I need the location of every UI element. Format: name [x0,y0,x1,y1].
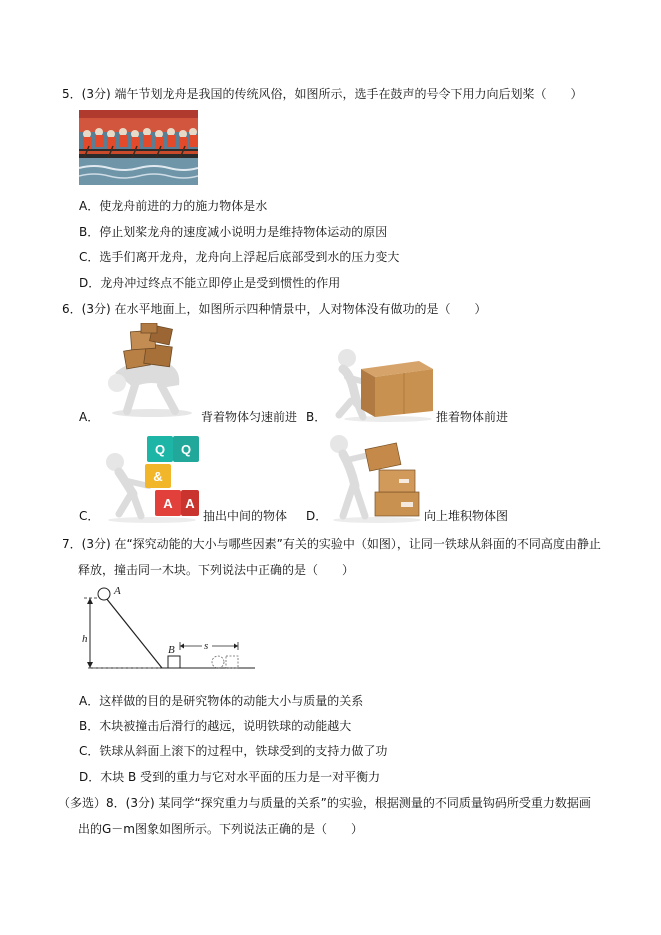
q7-option-b: B．木块被撞击后滑行的越远，说明铁球的动能越大 [79,719,352,733]
q8-stem-line-1: （多选）8．(3分) 某同学“探究重力与质量的关系”的实验，根据测量的不同质量钩码所受重力数据画 [58,796,591,810]
block-letter-a1: A [163,496,173,511]
label-block-b: B [168,644,175,656]
q7-stem-line-2: 释放，撞击同一木块。下列说法中正确的是（ ） [78,563,355,577]
label-height-h: h [82,633,88,645]
person-pulling-block-illustration [97,432,202,524]
q5-option-b: B．停止划桨龙舟的速度减小说明力是维持物体运动的原因 [79,225,388,239]
q6-option-c-letter: C． [79,509,100,523]
q6-option-b-letter: B． [306,410,327,424]
q5-option-c: C．选手们离开龙舟，龙舟向上浮起后底部受到水的压力变大 [79,250,400,264]
q7-stem-line-1: 7．(3分) 在“探究动能的大小与哪些因素”有关的实验中（如图），让同一铁球从斜面的不同高度由静止 [62,537,601,551]
q6-option-b-caption: 推着物体前进 [436,410,509,424]
block-letter-a2: A [185,496,195,511]
label-ball-a: A [114,586,121,597]
q6-option-a-caption: 背着物体匀速前进 [201,410,298,424]
q5-option-a: A．使龙舟前进的力的施力物体是水 [79,199,268,213]
q6-option-c-caption: 抽出中间的物体 [203,509,288,523]
q7-option-c: C．铁球从斜面上滚下的过程中，铁球受到的支持力做了功 [79,744,388,758]
person-carrying-boxes-illustration [97,323,200,418]
incline-experiment-diagram [80,586,255,676]
block-letter-q2: Q [180,442,192,457]
q6-stem: 6．(3分) 在水平地面上，如图所示四种情景中，人对物体没有做功的是（ ） [62,302,487,316]
person-pushing-box-illustration [323,343,435,423]
q7-option-a: A．这样做的目的是研究物体的动能大小与质量的关系 [79,694,364,708]
q8-stem-line-2: 出的G－m图象如图所示。下列说法正确的是（ ） [78,822,363,836]
person-stacking-boxes-illustration [325,432,425,524]
dragon-boat-photo [79,110,198,185]
block-letter-q1: Q [154,442,166,457]
block-letter-amp: & [153,469,163,484]
q6-option-d-letter: D． [306,509,328,523]
q5-option-d: D．龙舟冲过终点不能立即停止是受到惯性的作用 [79,276,341,290]
q6-option-a-letter: A． [79,410,100,424]
q5-stem: 5．(3分) 端午节划龙舟是我国的传统风俗，如图所示，选手在鼓声的号令下用力向后划桨（ ） [62,87,583,101]
label-distance-s: s [204,640,209,652]
q6-option-d-caption: 向上堆积物体图 [424,509,509,523]
q7-option-d: D．木块 B 受到的重力与它对水平面的压力是一对平衡力 [79,770,381,784]
